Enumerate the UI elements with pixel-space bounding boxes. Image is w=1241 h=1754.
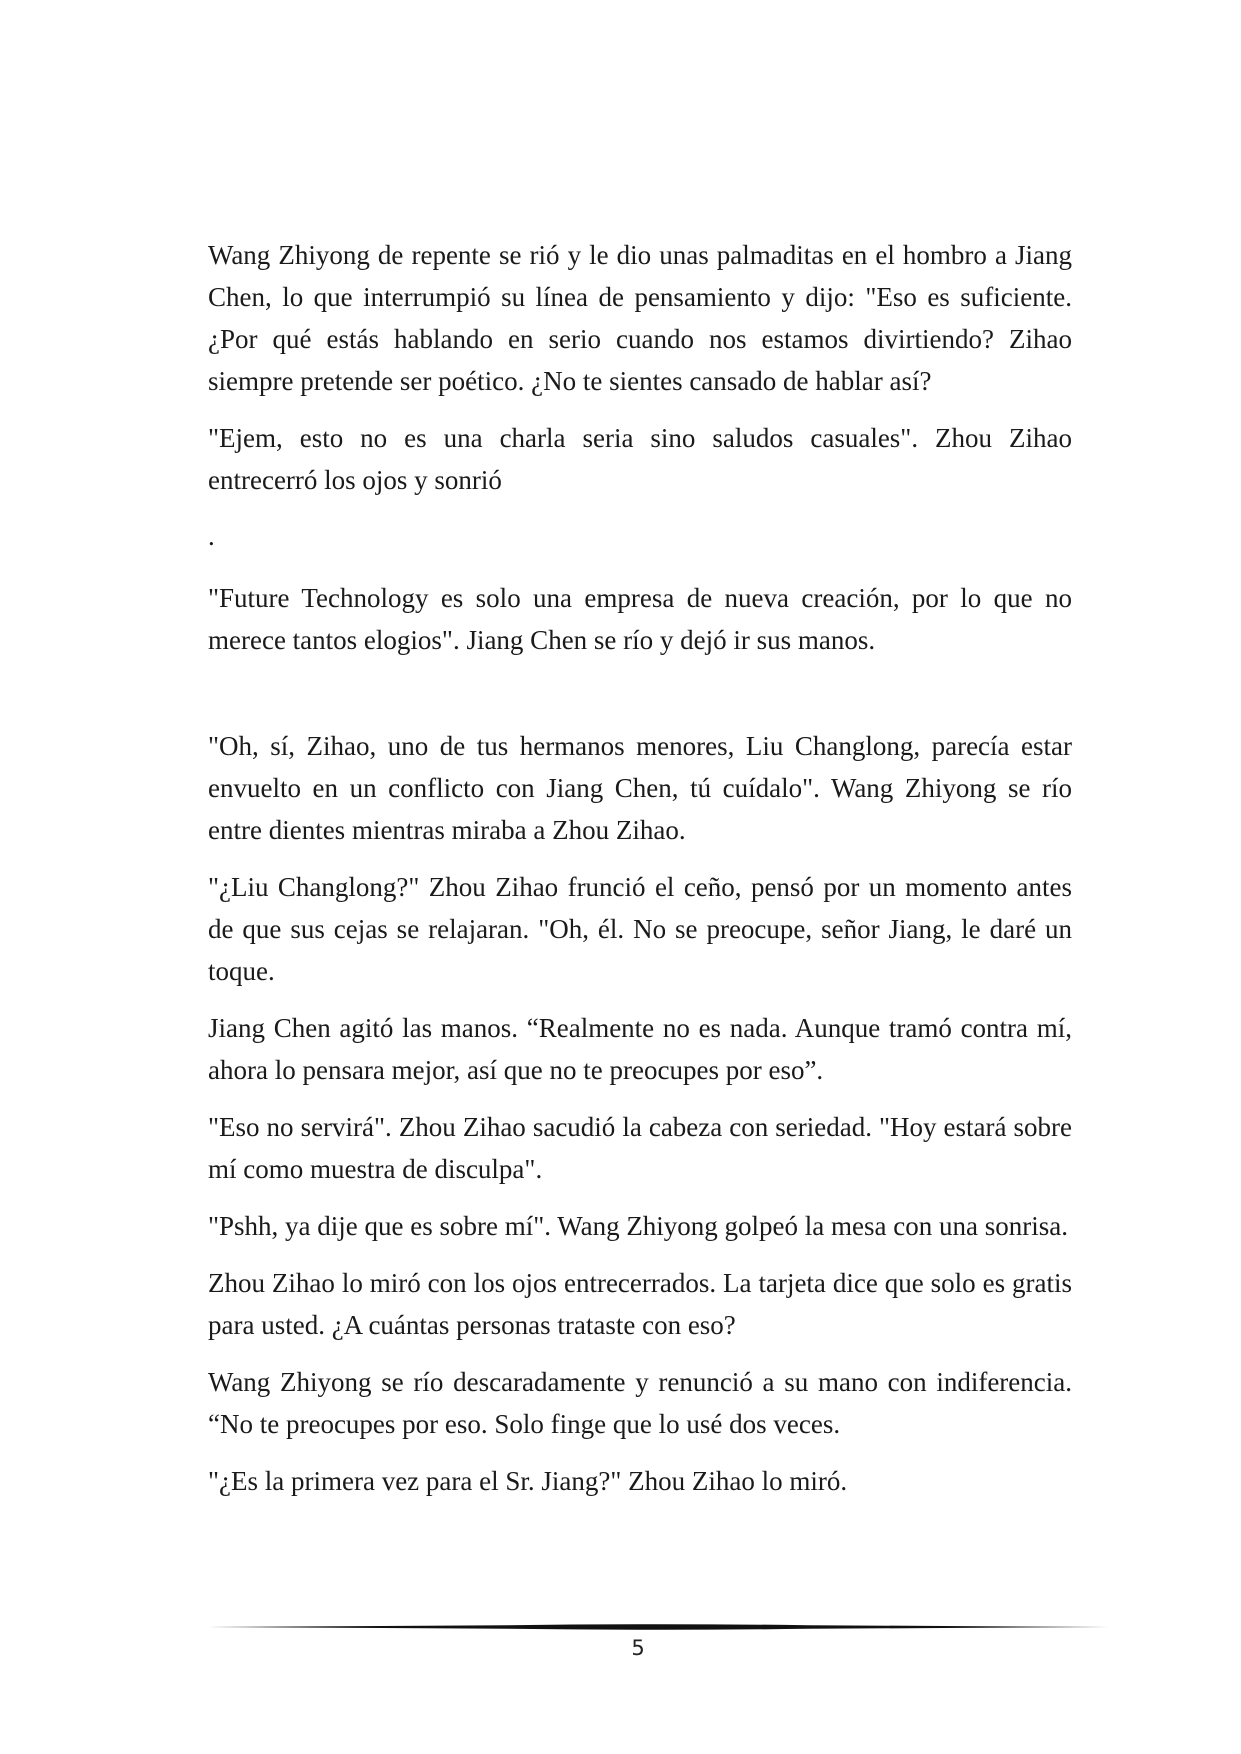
paragraph: "Eso no servirá". Zhou Zihao sacudió la cabeza con seriedad. "Hoy estará sobre mí como muestra de disculpa". [208,1112,1072,1184]
paragraph: Zhou Zihao lo miró con los ojos entrecerrados. La tarjeta dice que solo es gratis para usted. ¿A cuántas personas trataste con eso? [208,1268,1072,1340]
body-text [208,234,1072,1517]
footer-divider [208,1622,1108,1632]
paragraph: Jiang Chen agitó las manos. “Realmente no es nada. Aunque tramó contra mí, ahora lo pensara mejor, así que no te preocupes por eso”. [208,1013,1072,1085]
paragraph: "¿Liu Changlong?" Zhou Zihao frunció el ceño, pensó por un momento antes de que sus cejas se relajaran. "Oh, él. No se preocupe, señor Jiang, le daré un toque. [208,872,1072,986]
paragraph: "Future Technology es solo una empresa de nueva creación, por lo que no merece tantos elogios". Jiang Chen se río y dejó ir sus manos. [208,583,1072,655]
paragraph: Wang Zhiyong se río descaradamente y renunció a su mano con indiferencia. “No te preocupes por eso. Solo finge que lo usé dos veces. [208,1367,1072,1439]
paragraph: . [208,521,215,551]
page-number: 5 [631,1636,645,1660]
paragraph: "Ejem, esto no es una charla seria sino saludos casuales". Zhou Zihao entrecerró los ojos y sonrió [208,423,1072,495]
paragraph: Wang Zhiyong de repente se rió y le dio unas palmaditas en el hombro a Jiang Chen, lo que interrumpió su línea de pensamiento y dijo: "Eso es suficiente. ¿Por qué estás hablando en serio cuando nos estamos divirtiendo? Zihao siempre pretende ser poético. ¿No te sientes cansado de hablar así? [208,240,1072,396]
paragraph: "¿Es la primera vez para el Sr. Jiang?" Zhou Zihao lo miró. [208,1466,848,1496]
paragraph: "Pshh, ya dije que es sobre mí". Wang Zhiyong golpeó la mesa con una sonrisa. [208,1211,1068,1241]
paragraph: "Oh, sí, Zihao, uno de tus hermanos menores, Liu Changlong, parecía estar envuelto en un conflicto con Jiang Chen, tú cuídalo". Wang Zhiyong se río entre dientes mientras miraba a Zhou Zihao. [208,731,1072,845]
